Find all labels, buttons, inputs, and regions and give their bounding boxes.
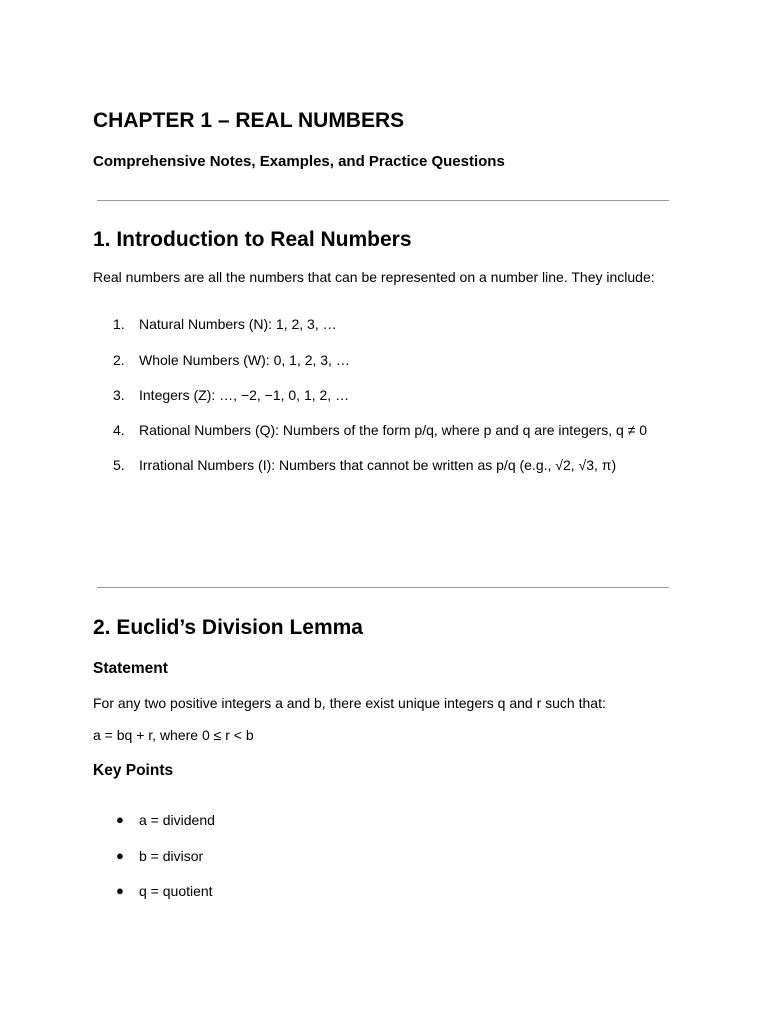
list-number: 1. — [113, 316, 125, 332]
bullet-item-text: b = divisor — [139, 848, 204, 864]
list-number: 3. — [113, 387, 125, 403]
introduction-paragraph: Real numbers are all the numbers that can be represented on a number line. They include: — [93, 269, 655, 285]
horizontal-divider — [97, 587, 669, 588]
list-number: 4. — [113, 422, 125, 438]
lemma-formula: a = bq + r, where 0 ≤ r < b — [93, 727, 254, 743]
bullet-item-text: q = quotient — [139, 883, 213, 899]
list-item-text: Whole Numbers (W): 0, 1, 2, 3, … — [139, 352, 350, 368]
horizontal-divider — [97, 200, 669, 201]
list-number: 5. — [113, 457, 125, 473]
statement-paragraph: For any two positive integers a and b, there exist unique integers q and r such that: — [93, 695, 606, 711]
subheading-statement: Statement — [93, 660, 168, 677]
page-subtitle: Comprehensive Notes, Examples, and Practice Questions — [93, 153, 505, 170]
bullet-icon: ● — [116, 883, 124, 898]
bullet-icon: ● — [116, 848, 124, 863]
subheading-key-points: Key Points — [93, 762, 174, 779]
list-item-text: Natural Numbers (N): 1, 2, 3, … — [139, 316, 337, 332]
page-title: CHAPTER 1 – REAL NUMBERS — [93, 109, 405, 132]
list-item-text: Irrational Numbers (I): Numbers that cannot be written as p/q (e.g., √2, √3, π) — [139, 457, 617, 473]
bullet-item-text: a = dividend — [139, 812, 215, 828]
bullet-icon: ● — [116, 812, 124, 827]
list-number: 2. — [113, 352, 125, 368]
list-item-text: Integers (Z): …, −2, −1, 0, 1, 2, … — [139, 387, 350, 403]
section-heading-introduction: 1. Introduction to Real Numbers — [93, 228, 412, 251]
list-item-text: Rational Numbers (Q): Numbers of the form p/q, where p and q are integers, q ≠ 0 — [139, 422, 648, 438]
section-heading-euclid: 2. Euclid’s Division Lemma — [93, 616, 363, 639]
